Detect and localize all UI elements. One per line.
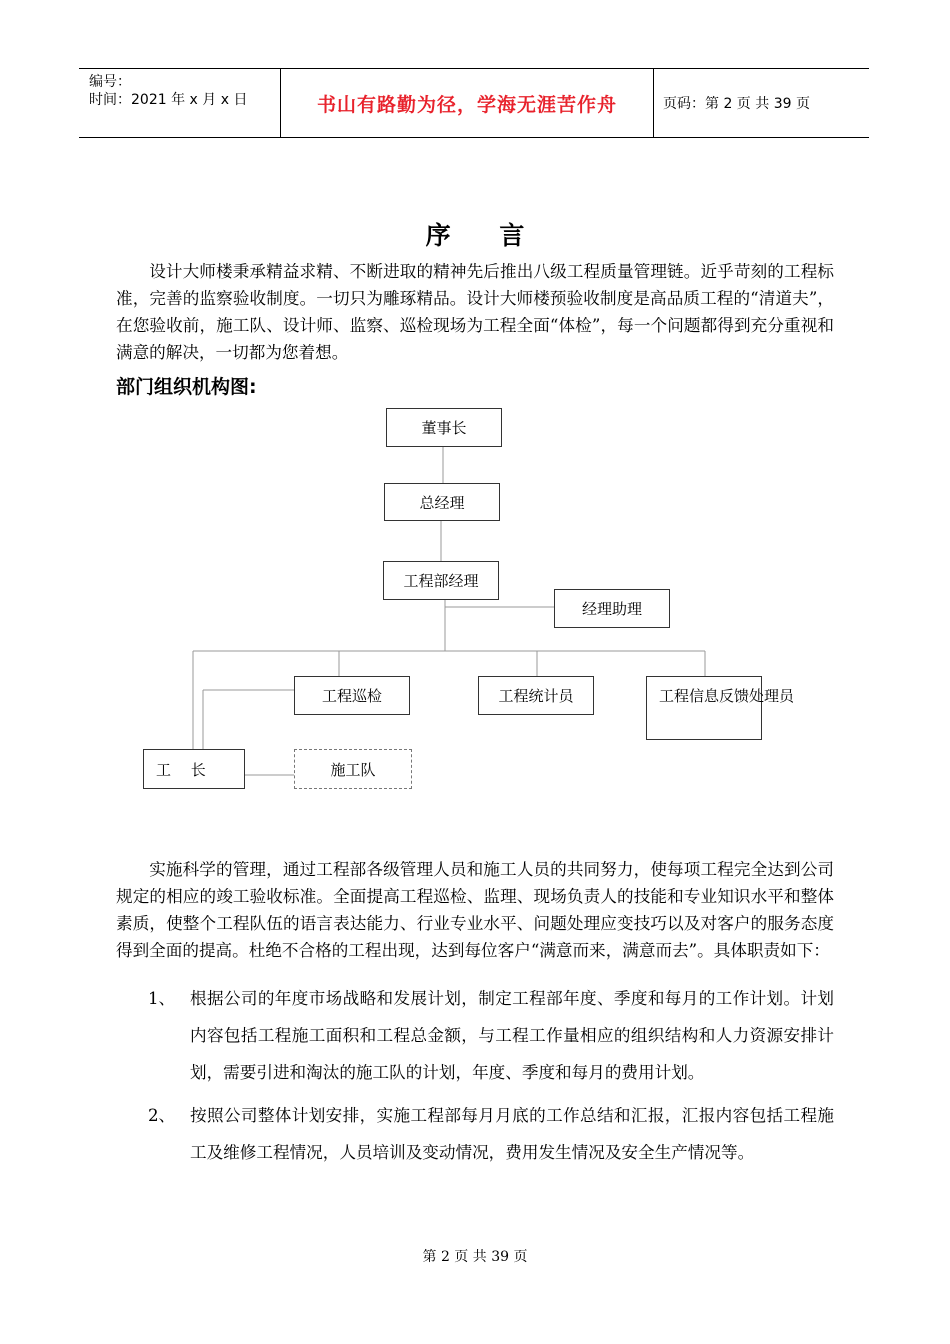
list-item-text: 按照公司整体计划安排，实施工程部每月月底的工作总结和汇报，汇报内容包括工程施工及维修工程情况，人员培训及变动情况，费用发生情况及安全生产情况等。 [190, 1106, 834, 1162]
page-footer: 第 2 页 共 39 页 [422, 1249, 528, 1265]
node-eng-manager-label: 工程部经理 [403, 572, 479, 590]
node-general-manager [384, 483, 500, 521]
body-text: 实施科学的管理，通过工程部各级管理人员和施工人员的共同努力，使每项工程完全达到公司规定的相应的竣工验收标准。全面提高工程巡检、监理、现场负责人的技能和专业知识水平和整体素质，使整个工程队伍的语言表达能力、行业专业水平、问题处理应变技巧以及对客户的服务态度得到全面的提高。杜绝不合格的工程出现，达到每位客户“满意而来，满意而去”。具体职责如下： [116, 860, 834, 960]
intro-paragraph [116, 258, 834, 366]
page-label: 页码：第 2 页 共 39 页 [663, 96, 810, 112]
node-chairman-label: 董事长 [421, 419, 467, 437]
time-label: 时间：2021 年 x 月 x 日 [89, 92, 248, 108]
duties-list [116, 980, 834, 1171]
node-chairman [386, 408, 502, 447]
node-feedback-handler [646, 676, 795, 740]
node-engineering-manager [383, 561, 499, 600]
node-assistant-label: 经理助理 [581, 600, 642, 618]
node-inspection-label: 工程巡检 [321, 687, 382, 705]
list-item-text: 根据公司的年度市场战略和发展计划，制定工程部年度、季度和每月的工作计划。计划内容包括工程施工面积和工程总金额，与工程工作量相应的组织结构和人力资源安排计划，需要引进和淘汰的施工队的计划，年度、季度和每月的费用计划。 [190, 989, 834, 1082]
node-foreman-label: 工 长 [156, 760, 206, 779]
body-paragraph [116, 856, 834, 964]
intro-text: 设计大师楼秉承精益求精、不断进取的精神先后推出八级工程质量管理链。近乎苛刻的工程标准，完善的监察验收制度。一切只为雕琢精品。设计大师楼预验收制度是高品质工程的“清道夫”，在您验收前，施工队、设计师、监察、巡检现场为工程全面“体检”，每一个问题都得到充分重视和满意的解决，一切都为您着想。 [116, 262, 834, 362]
node-manager-assistant [554, 589, 670, 628]
page-header [79, 68, 869, 138]
section-heading: 部门组织机构图: [116, 376, 257, 398]
node-construction-team [294, 749, 412, 789]
node-statistician [478, 676, 594, 715]
node-team-label: 施工队 [330, 760, 376, 779]
list-item-number: 2、 [148, 1106, 176, 1125]
page-title: 序 言 [425, 221, 545, 250]
motto: 书山有路勤为径，学海无涯苦作舟 [280, 69, 654, 137]
list-item [116, 1097, 834, 1171]
list-item-number: 1、 [148, 989, 176, 1008]
node-inspection [294, 676, 410, 715]
node-statistician-label: 工程统计员 [498, 687, 574, 705]
node-gm-label: 总经理 [419, 493, 465, 512]
number-label: 编号： [89, 74, 131, 90]
node-foreman [143, 749, 245, 789]
header-left-cell [79, 69, 279, 137]
node-feedback-label: 工程信息反馈处理员 [659, 687, 795, 705]
list-item [116, 980, 834, 1091]
